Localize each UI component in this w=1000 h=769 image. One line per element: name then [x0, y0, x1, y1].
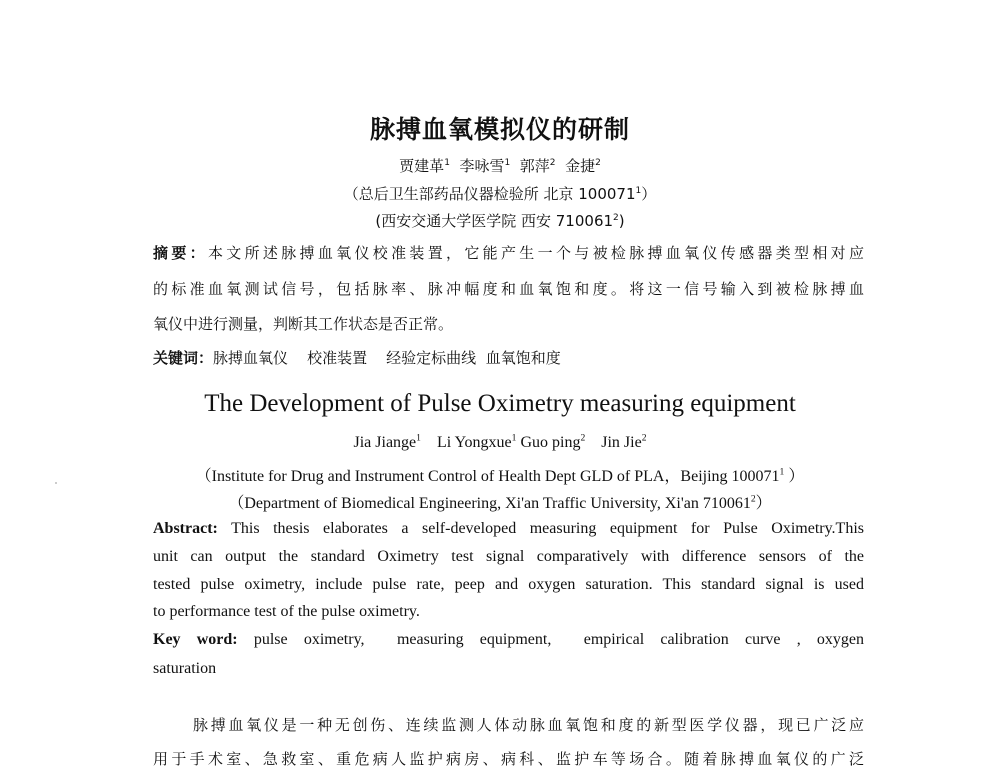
en-abstract-line: tested pulse oximetry, include pulse rate, peep and oxygen saturation. This standard signal is used: [153, 576, 864, 593]
en-abstract-label: Abstract:: [153, 520, 218, 537]
cn-abstract-line: 的标准血氧测试信号，包括脉率、脉冲幅度和血氧饱和度。将这一信号输入到被检脉搏血: [153, 280, 864, 298]
cn-author: 金捷: [565, 157, 596, 175]
cn-keywords: 关键词：脉搏血氧仪 校准装置 经验定标曲线 血氧饱和度: [153, 349, 561, 367]
cn-abstract-line: 摘要：本文所述脉搏血氧仪校准装置，它能产生一个与被检脉搏血氧仪传感器类型相对应: [153, 244, 864, 262]
en-author: Guo ping: [520, 434, 581, 451]
body-paragraph-line-cutoff: 用于手术室、急救室、重危病人监护病房、病科、监护车等场合。随着脉搏血氧仪的广泛: [153, 750, 864, 768]
cn-author: 郭萍: [519, 157, 550, 175]
cn-abstract-label: 摘要：: [153, 244, 208, 262]
en-abstract-line: to performance test of the pulse oximetry.: [153, 603, 420, 620]
en-affiliation-1: （Institute for Drug and Instrument Control of Health Dept GLD of PLA，Beijing 100071$^1$ ）: [195, 466, 805, 485]
en-abstract-line: unit can output the standard Oximetry test signal comparatively with difference sensors of the: [153, 548, 864, 565]
en-author: Jia Jiange: [353, 434, 417, 451]
en-author: Jin Jie: [601, 434, 642, 451]
cn-abstract-line: 氧仪中进行测量，判断其工作状态是否正常。: [153, 315, 454, 333]
cn-author: 贾建革: [399, 157, 445, 175]
en-author: Li Yongxue: [436, 434, 512, 451]
en-keywords-continued: saturation: [153, 660, 217, 677]
en-affiliation-2: （Department of Biomedical Engineering, Xi'an Traffic University, Xi'an 710061$^2$）: [228, 493, 772, 512]
en-keywords: Key word: pulse oximetry, measuring equipment, empirical calibration curve , oxygen: [153, 631, 864, 648]
en-keywords-label: Key word:: [153, 631, 238, 648]
en-title: The Development of Pulse Oximetry measuring equipment: [204, 390, 796, 417]
cn-author: 李咏雪: [459, 157, 505, 175]
cn-affiliation-1: （总后卫生部药品仪器检验所 北京 100071$^1$）: [343, 185, 657, 203]
cn-authors: 贾建革$^1$ 李咏雪$^1$ 郭萍$^2$ 金捷$^2$: [399, 157, 601, 175]
en-authors: Jia Jiange$^1$ Li Yongxue$^1$ Guo ping$^2$ Jin Jie$^2$: [353, 432, 647, 451]
cn-title: 脉搏血氧模拟仪的研制: [369, 115, 630, 144]
en-abstract-line: Abstract: This thesis elaborates a self-developed measuring equipment for Pulse Oximetry.This: [153, 520, 865, 537]
cn-keywords-label: 关键词：: [153, 349, 214, 367]
body-paragraph-line: 脉搏血氧仪是一种无创伤、连续监测人体动脉血氧饱和度的新型医学仪器，现已广泛应: [193, 716, 864, 734]
cn-affiliation-2: (西安交通大学医学院 西安 710061$^2$): [375, 212, 625, 230]
